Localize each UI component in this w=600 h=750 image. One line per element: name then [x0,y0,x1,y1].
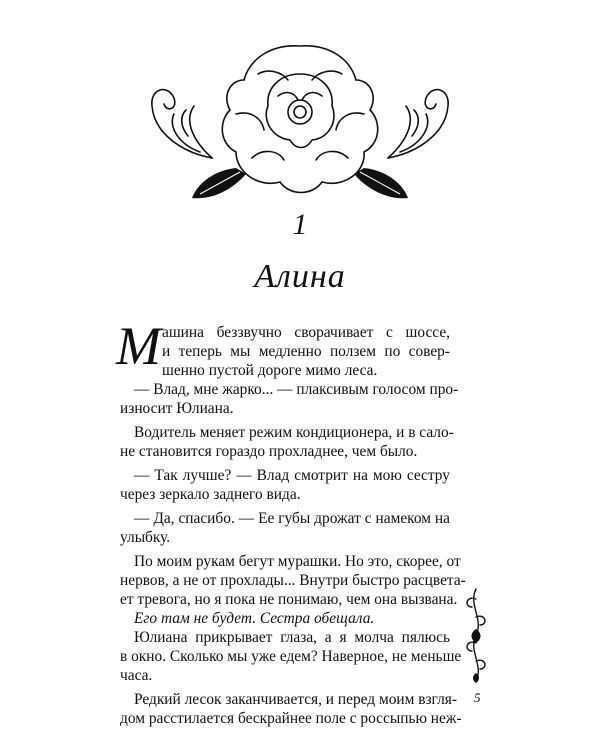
text-line: часа. [120,667,153,684]
text-line: износит Юлиана. [120,400,234,417]
text-line-italic: Его там не будет. Сестра обещала. [134,610,375,627]
drop-cap: М [116,316,161,376]
text-line: нервов, а не от прохлады... Внутри быстро расцвета- [120,572,466,589]
text-line: через зеркало заднего вида. [120,486,301,503]
text-line: — Влад, мне жарко... — плаксивым голосом про- [134,381,459,398]
text-line: ет тревога, но я пока не понимаю, чем она вызвана. [120,591,458,608]
text-line: — Так лучше? — Влад смотрит на мою сестру [134,467,450,484]
text-line: не становится гораздо прохладнее, чем было. [120,443,418,460]
peony-ornament [140,40,460,210]
page-number: 5 [474,690,481,705]
chapter-number: 1 [292,208,308,241]
side-vine-ornament [458,585,494,685]
chapter-title: Алина [254,258,346,295]
text-line: Водитель меняет режим кондиционера, и в сало- [134,424,454,441]
text-line: в окно. Сколько мы уже едем? Наверное, не меньше [120,648,462,665]
text-line: шенно пустой дороге мимо леса. [162,362,378,379]
text-line: ашина беззвучно сворачивает с шоссе, [162,324,450,341]
text-line: Редкий лесок заканчивается, и перед моим взгля- [134,691,457,708]
body-text [120,323,466,728]
text-line: и теперь мы медленно ползем по совер- [162,343,450,360]
text-line: улыбку. [120,529,171,546]
text-line: Юлиана прикрывает глаза, а я молча пялюсь [134,629,450,646]
text-line: По моим рукам бегут мурашки. Но это, скорее, от [134,553,461,570]
text-line: дом расстилается бескрайнее поле с россыпью неж- [120,710,462,727]
text-line: — Да, спасибо. — Ее губы дрожат с намеком на [134,510,450,527]
